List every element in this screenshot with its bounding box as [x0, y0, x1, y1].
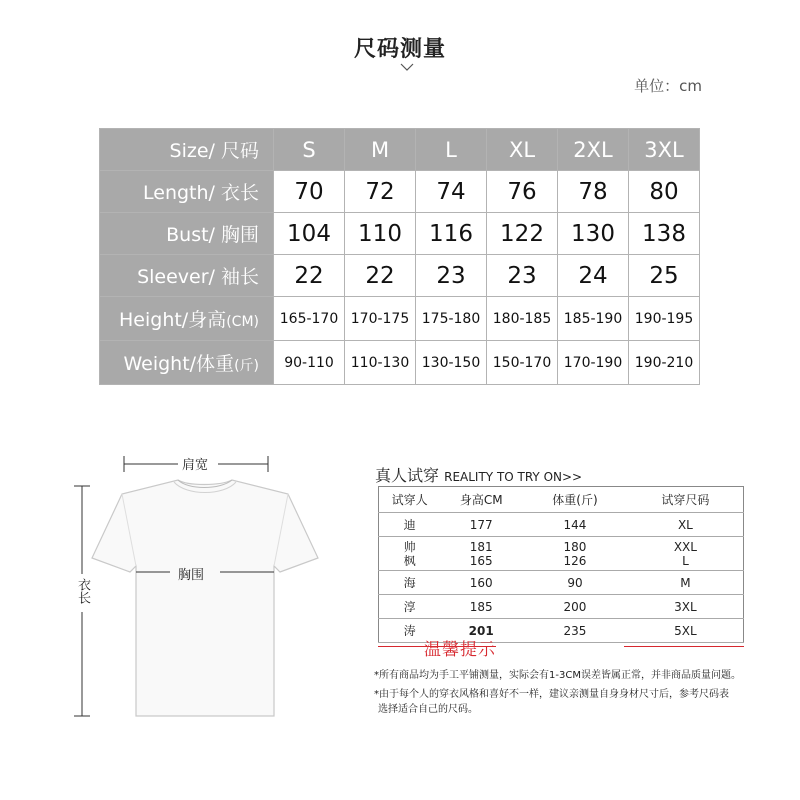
value-cell: 138 [629, 213, 700, 255]
try-on-cell: 海 [379, 571, 441, 595]
try-on-cell: 淳 [379, 595, 441, 619]
try-on-subtitle: REALITY TO TRY ON>> [444, 470, 583, 484]
try-on-cell-line: 181 [469, 539, 493, 554]
value-cell: 170-190 [558, 341, 629, 385]
try-on-row [379, 571, 744, 595]
size-header-cell: S [274, 129, 345, 171]
try-on-cell: 185 [440, 595, 522, 619]
try-on-header-cell: 身高CM [440, 487, 522, 513]
try-on-cell: 涛 [379, 619, 441, 643]
value-cell: 23 [416, 255, 487, 297]
value-cell: 110 [345, 213, 416, 255]
value-cell: 165-170 [274, 297, 345, 341]
row-label: Bust/ 胸围 [100, 213, 274, 255]
row-label-unit: (斤) [234, 358, 259, 374]
try-on-cell: 3XL [628, 595, 744, 619]
tips-note: 选择适合自己的尺码。 [378, 704, 478, 715]
try-on-cell-line: 枫 [403, 553, 416, 568]
try-on-cell: 177 [440, 513, 522, 537]
value-cell: 110-130 [345, 341, 416, 385]
size-header-label: Size/ 尺码 [100, 129, 274, 171]
try-on-cell [379, 537, 441, 571]
value-cell: 104 [274, 213, 345, 255]
value-cell: 78 [558, 171, 629, 213]
try-on-row [379, 513, 744, 537]
try-on-cell: 5XL [628, 619, 744, 643]
tshirt-measure-diagram [60, 448, 350, 728]
tshirt-illustration [60, 448, 350, 728]
value-cell: 70 [274, 171, 345, 213]
page-title: 尺码测量 [353, 37, 446, 62]
try-on-cell: 235 [522, 619, 628, 643]
tips-note: *所有商品均为手工平铺测量，实际会有1-3CM误差皆属正常，并非商品质量问题。 [374, 670, 741, 681]
try-on-cell: 144 [522, 513, 628, 537]
try-on-cell-line: XXL [673, 539, 697, 554]
try-on-table [378, 486, 744, 643]
try-on-header-cell: 试穿尺码 [628, 487, 744, 513]
try-on-cell-line: 帅 [403, 539, 416, 554]
try-on-cell-line: L [682, 553, 689, 568]
row-label: Length/ 衣长 [100, 171, 274, 213]
row-label: Sleever/ 袖长 [100, 255, 274, 297]
length-label: 衣长 [75, 578, 90, 604]
try-on-cell: 90 [522, 571, 628, 595]
size-header-cell: 3XL [629, 129, 700, 171]
tips-note: *由于每个人的穿衣风格和喜好不一样，建议亲测量自身身材尺寸后，参考尺码表 [374, 689, 729, 700]
try-on-cell-line: 126 [563, 553, 587, 568]
value-cell: 116 [416, 213, 487, 255]
value-cell: 190-195 [629, 297, 700, 341]
size-row-sleeve [100, 255, 700, 297]
value-cell: 76 [487, 171, 558, 213]
value-cell: 170-175 [345, 297, 416, 341]
size-chart-table [99, 128, 700, 385]
try-on-cell: XL [628, 513, 744, 537]
try-on-row [379, 595, 744, 619]
value-cell: 175-180 [416, 297, 487, 341]
size-header-cell: 2XL [558, 129, 629, 171]
chevron-down-icon [400, 62, 414, 72]
chest-label: 胸围 [178, 568, 205, 583]
try-on-header-cell: 体重(斤) [522, 487, 628, 513]
try-on-cell [522, 537, 628, 571]
tips-title: 温馨提示 [424, 640, 496, 660]
try-on-cell [440, 537, 522, 571]
try-on-title [375, 463, 582, 486]
shoulder-label: 肩宽 [182, 458, 209, 473]
size-row-length [100, 171, 700, 213]
value-cell: 74 [416, 171, 487, 213]
value-cell: 72 [345, 171, 416, 213]
value-cell: 24 [558, 255, 629, 297]
try-on-header-row [379, 487, 744, 513]
try-on-row [379, 537, 744, 571]
try-on-cell: M [628, 571, 744, 595]
try-on-title-text: 真人试穿 [375, 466, 440, 485]
value-cell: 22 [274, 255, 345, 297]
size-row-bust [100, 213, 700, 255]
try-on-cell: 200 [522, 595, 628, 619]
value-cell: 122 [487, 213, 558, 255]
value-cell: 80 [629, 171, 700, 213]
size-header-cell: XL [487, 129, 558, 171]
value-cell: 23 [487, 255, 558, 297]
value-cell: 185-190 [558, 297, 629, 341]
size-header-row [100, 129, 700, 171]
row-label [100, 297, 274, 341]
value-cell: 180-185 [487, 297, 558, 341]
row-label-text: Height/身高 [119, 309, 227, 331]
size-row-weight [100, 341, 700, 385]
try-on-header-cell: 试穿人 [379, 487, 441, 513]
size-header-cell: M [345, 129, 416, 171]
unit-label: 单位：cm [634, 77, 702, 95]
value-cell: 190-210 [629, 341, 700, 385]
try-on-cell-line: 165 [469, 553, 493, 568]
value-cell: 150-170 [487, 341, 558, 385]
try-on-cell: 160 [440, 571, 522, 595]
row-label-unit: (CM) [226, 314, 259, 330]
try-on-cell: 迪 [379, 513, 441, 537]
size-row-height [100, 297, 700, 341]
row-label-text: Weight/体重 [123, 353, 235, 375]
value-cell: 90-110 [274, 341, 345, 385]
size-header-cell: L [416, 129, 487, 171]
value-cell: 130-150 [416, 341, 487, 385]
value-cell: 130 [558, 213, 629, 255]
try-on-cell [628, 537, 744, 571]
value-cell: 22 [345, 255, 416, 297]
row-label [100, 341, 274, 385]
try-on-cell: 201 [440, 619, 522, 643]
try-on-cell-line: 180 [563, 539, 587, 554]
value-cell: 25 [629, 255, 700, 297]
